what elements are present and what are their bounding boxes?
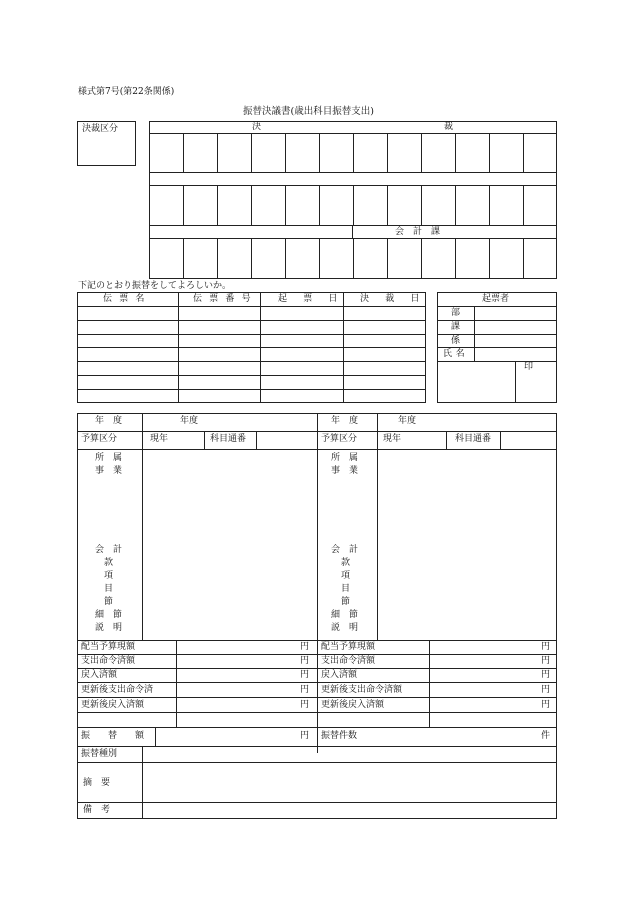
form-title: 振替決議書(歳出科目振替支出) — [243, 106, 374, 117]
left-year-label: 年 度 — [95, 416, 123, 426]
grid-line — [256, 431, 257, 449]
yen-unit: 円 — [541, 685, 551, 695]
left-amount-4: 更新後戻入済額 — [81, 700, 145, 710]
drafter-name-label: 氏名 — [443, 349, 469, 359]
right-setsu: 節 — [341, 597, 351, 607]
left-account-transfer: 科目通番 — [210, 434, 247, 444]
left-saisetsu: 細 節 — [95, 610, 123, 620]
approval-cell-divider — [489, 133, 490, 172]
grid-line — [437, 361, 557, 362]
left-account: 会 計 — [95, 545, 123, 555]
grid-line — [77, 449, 557, 450]
approval-cell-divider — [353, 238, 354, 279]
right-year-label: 年 度 — [331, 416, 359, 426]
header-draft-date: 起票日 — [278, 294, 354, 304]
left-kan: 款 — [104, 558, 114, 568]
accounting-section-label: 会 計 課 — [395, 227, 441, 237]
table-row[interactable] — [77, 375, 426, 376]
yen-unit: 円 — [541, 656, 551, 666]
right-budget-category-label: 予算区分 — [321, 434, 358, 444]
grid-line — [142, 746, 143, 819]
table-row[interactable] — [77, 320, 426, 321]
grid-line — [142, 449, 143, 640]
left-kou: 項 — [104, 571, 114, 581]
yen-unit: 円 — [300, 685, 310, 695]
left-year-value: 年度 — [180, 416, 199, 426]
grid-line — [77, 802, 557, 803]
right-amount-4: 更新後戻入済額 — [321, 700, 385, 710]
approval-cell-divider — [455, 133, 456, 172]
approval-cell-divider — [319, 185, 320, 225]
grid-line — [149, 172, 557, 173]
summary-label: 摘 要 — [83, 778, 111, 788]
grid-line — [429, 640, 430, 727]
approval-cell-divider — [183, 238, 184, 279]
left-business: 事 業 — [95, 466, 123, 476]
yen-unit: 円 — [300, 656, 310, 666]
grid-line — [77, 682, 557, 683]
left-amount-0: 配当予算現額 — [81, 642, 136, 652]
approval-ketsu: 決 — [252, 122, 262, 132]
grid-line — [77, 762, 557, 763]
grid-line — [515, 361, 516, 403]
right-amount-0: 配当予算現額 — [321, 642, 376, 652]
approval-cell-divider — [489, 238, 490, 279]
approval-cell-divider — [251, 185, 252, 225]
yen-unit: 円 — [300, 700, 310, 710]
approval-cell-divider — [523, 133, 524, 172]
approval-cell-divider — [217, 185, 218, 225]
approval-cell-divider — [183, 133, 184, 172]
approval-cell-divider — [387, 238, 388, 279]
approval-cell-divider — [421, 185, 422, 225]
approval-cell-divider — [217, 238, 218, 279]
grid-line — [500, 431, 501, 449]
right-setsumei: 説 明 — [331, 623, 359, 633]
grid-line — [77, 746, 557, 747]
grid-line — [437, 334, 557, 335]
right-amount-3: 更新後支出命令済額 — [321, 685, 403, 695]
approval-header-divider — [352, 225, 353, 238]
transfer-amount-label: 振 替 額 — [81, 731, 145, 741]
left-amount-1: 支出命令済額 — [81, 656, 136, 666]
grid-line — [204, 431, 205, 449]
right-moku: 目 — [341, 584, 351, 594]
left-current-year: 現年 — [150, 434, 169, 444]
approval-cell-divider — [217, 133, 218, 172]
drafter-section-label: 課 — [451, 322, 461, 332]
left-affiliation: 所 属 — [95, 453, 123, 463]
grid-line — [446, 431, 447, 449]
right-kou: 項 — [341, 571, 351, 581]
left-amount-2: 戻入済額 — [81, 670, 118, 680]
seal-label: 印 — [524, 362, 534, 372]
approval-cell-divider — [523, 185, 524, 225]
right-current-year: 現年 — [383, 434, 402, 444]
grid-line — [77, 431, 557, 432]
grid-line — [377, 413, 378, 449]
yen-unit: 円 — [541, 642, 551, 652]
right-saisetsu: 細 節 — [331, 610, 359, 620]
transfer-type-label: 振替種別 — [81, 749, 118, 759]
drafter-title: 起票者 — [482, 294, 510, 304]
left-amount-3: 更新後支出命令済 — [81, 685, 154, 695]
drafter-subsection-label: 係 — [451, 336, 461, 346]
left-budget-category-label: 予算区分 — [81, 434, 118, 444]
yen-unit: 円 — [300, 642, 310, 652]
table-row[interactable] — [77, 334, 426, 335]
approval-cell-divider — [319, 133, 320, 172]
approval-cell-divider — [455, 185, 456, 225]
grid-line — [77, 668, 557, 669]
grid-line — [77, 697, 557, 698]
grid-line — [77, 712, 557, 713]
approval-cell-divider — [421, 238, 422, 279]
approval-sai: 裁 — [444, 122, 454, 132]
approval-cell-divider — [251, 238, 252, 279]
left-setsu: 節 — [104, 597, 114, 607]
grid-line — [77, 640, 557, 641]
approval-cell-divider — [353, 133, 354, 172]
drafter-dept-label: 部 — [451, 308, 461, 318]
grid-line — [149, 225, 557, 226]
transfer-count-label: 振替件数 — [321, 731, 358, 741]
approval-cell-divider — [353, 185, 354, 225]
approval-cell-divider — [319, 238, 320, 279]
approval-cell-divider — [421, 133, 422, 172]
approval-cell-divider — [387, 133, 388, 172]
yen-unit: 円 — [541, 670, 551, 680]
grid-line — [77, 306, 426, 307]
header-voucher-name: 伝票名 — [103, 294, 152, 304]
approval-cell-divider — [183, 185, 184, 225]
grid-line — [77, 727, 557, 728]
table-row[interactable] — [77, 347, 426, 348]
grid-line — [77, 654, 557, 655]
left-setsumei: 説 明 — [95, 623, 123, 633]
yen-unit: 円 — [300, 670, 310, 680]
approval-cell-divider — [523, 238, 524, 279]
right-kan: 款 — [341, 558, 351, 568]
grid-line — [142, 413, 143, 449]
grid-line — [377, 449, 378, 640]
grid-line — [437, 347, 557, 348]
transfer-amount-yen: 円 — [300, 731, 310, 741]
grid-line — [437, 306, 557, 307]
approval-category-label: 決裁区分 — [82, 124, 119, 134]
form-number: 様式第7号(第22条関係) — [78, 87, 175, 97]
right-year-value: 年度 — [398, 416, 417, 426]
approval-cell-divider — [387, 185, 388, 225]
right-account-transfer: 科目通番 — [455, 434, 492, 444]
approval-cell-divider — [251, 133, 252, 172]
remarks-label: 備 考 — [83, 805, 111, 815]
request-text: 下記のとおり振替をしてよろしいか。 — [78, 281, 232, 291]
approval-cell-divider — [285, 238, 286, 279]
grid-line — [474, 306, 475, 361]
grid-line — [176, 640, 177, 727]
approval-cell-divider — [285, 185, 286, 225]
header-decision-date: 決裁日 — [360, 294, 436, 304]
table-row[interactable] — [77, 389, 426, 390]
grid-line — [317, 413, 318, 753]
approval-cell-divider — [285, 133, 286, 172]
header-voucher-number: 伝票番号 — [193, 294, 258, 304]
grid-line — [437, 320, 557, 321]
right-amount-1: 支出命令済額 — [321, 656, 376, 666]
grid-line — [155, 727, 156, 746]
right-account: 会 計 — [331, 545, 359, 555]
right-amount-2: 戻入済額 — [321, 670, 358, 680]
approval-cell-divider — [455, 238, 456, 279]
yen-unit: 円 — [541, 700, 551, 710]
table-row[interactable] — [77, 361, 426, 362]
approval-cell-divider — [489, 185, 490, 225]
transfer-count-unit: 件 — [541, 731, 551, 741]
right-business: 事 業 — [331, 466, 359, 476]
right-affiliation: 所 属 — [331, 453, 359, 463]
left-moku: 目 — [104, 584, 114, 594]
